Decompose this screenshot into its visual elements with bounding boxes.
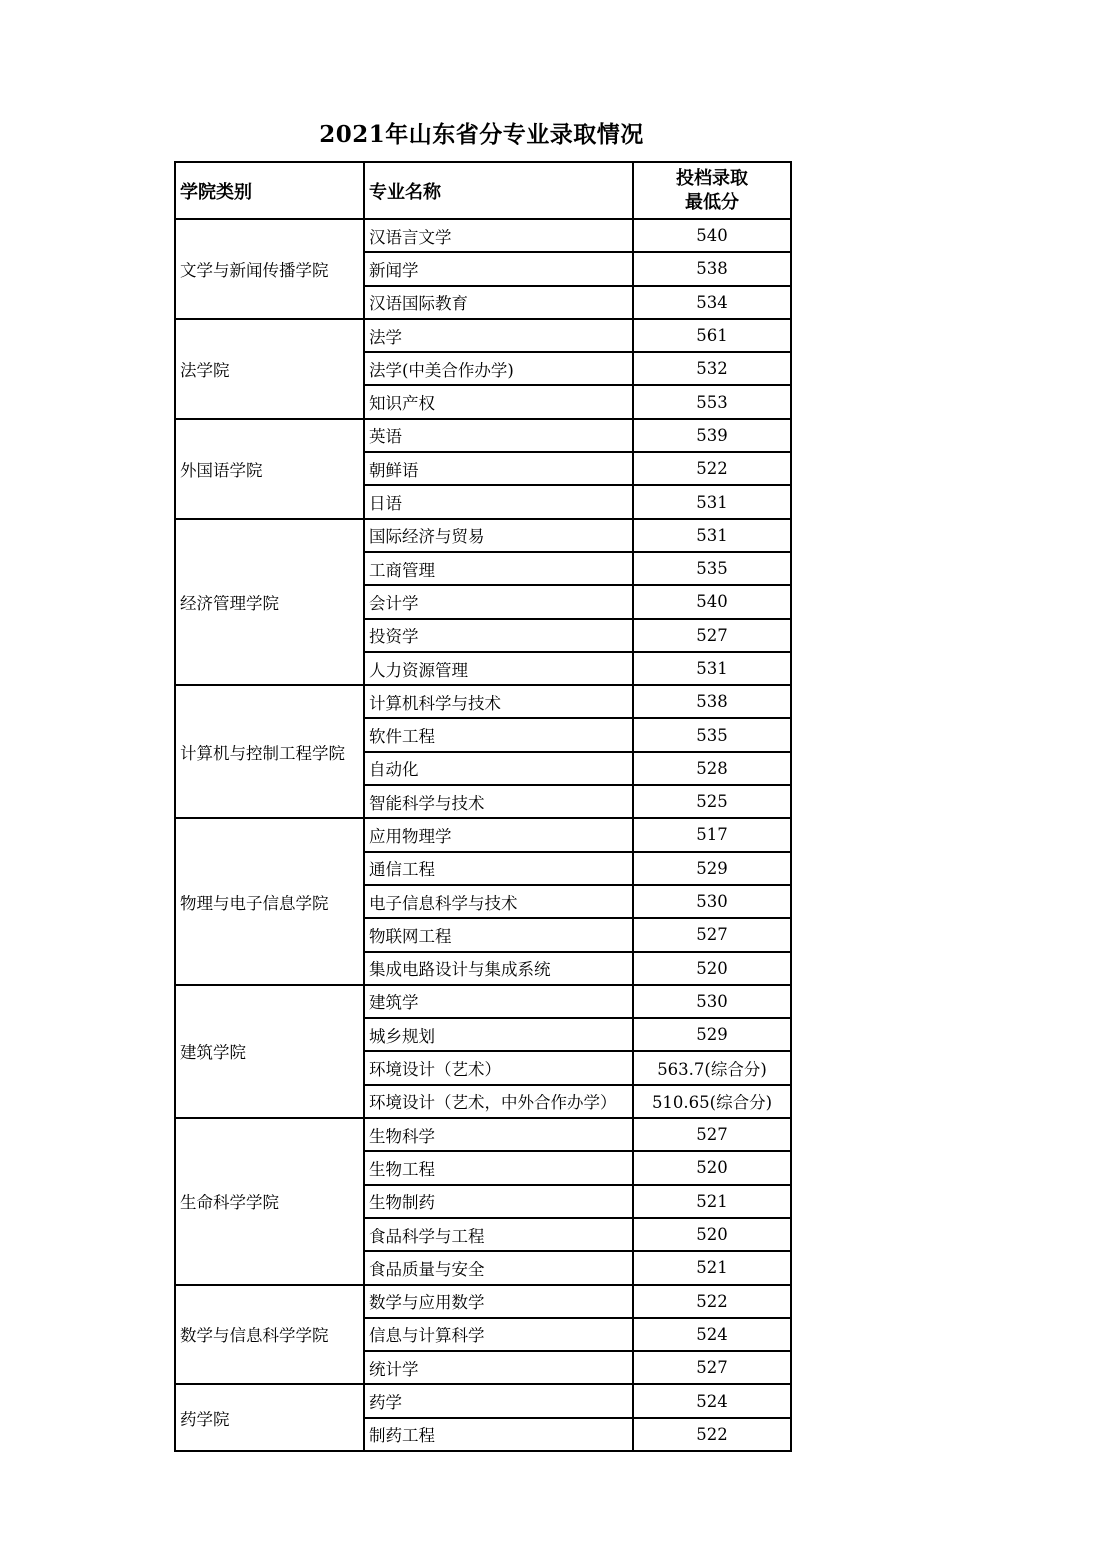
score-cell: 524 (633, 1318, 791, 1351)
score-cell: 527 (633, 619, 791, 652)
college-cell: 文学与新闻传播学院 (175, 219, 364, 319)
college-cell: 物理与电子信息学院 (175, 818, 364, 984)
major-cell: 食品质量与安全 (364, 1251, 633, 1284)
score-cell: 561 (633, 319, 791, 352)
major-cell: 信息与计算科学 (364, 1318, 633, 1351)
score-cell: 553 (633, 385, 791, 418)
table-row (175, 685, 791, 718)
header-college: 学院类别 (175, 162, 364, 219)
college-cell: 建筑学院 (175, 985, 364, 1118)
table-body (175, 219, 791, 1451)
score-cell: 540 (633, 219, 791, 252)
major-cell: 汉语言文学 (364, 219, 633, 252)
score-cell: 529 (633, 852, 791, 885)
major-cell: 人力资源管理 (364, 652, 633, 685)
major-cell: 物联网工程 (364, 918, 633, 951)
score-cell: 535 (633, 552, 791, 585)
score-cell: 522 (633, 452, 791, 485)
major-cell: 环境设计（艺术，中外合作办学） (364, 1085, 633, 1118)
major-cell: 集成电路设计与集成系统 (364, 952, 633, 985)
college-cell: 计算机与控制工程学院 (175, 685, 364, 818)
college-cell: 经济管理学院 (175, 519, 364, 685)
major-cell: 环境设计（艺术） (364, 1051, 633, 1084)
major-cell: 工商管理 (364, 552, 633, 585)
admission-table (174, 161, 792, 1452)
major-cell: 生物制药 (364, 1185, 633, 1218)
major-cell: 日语 (364, 485, 633, 518)
table-row (175, 1384, 791, 1417)
score-cell: 531 (633, 519, 791, 552)
major-cell: 城乡规划 (364, 1018, 633, 1051)
major-cell: 生物工程 (364, 1151, 633, 1184)
score-cell: 520 (633, 1218, 791, 1251)
score-cell: 527 (633, 1351, 791, 1384)
major-cell: 会计学 (364, 585, 633, 618)
major-cell: 食品科学与工程 (364, 1218, 633, 1251)
major-cell: 英语 (364, 419, 633, 452)
major-cell: 自动化 (364, 752, 633, 785)
score-cell: 524 (633, 1384, 791, 1417)
score-cell: 522 (633, 1418, 791, 1451)
score-cell: 527 (633, 918, 791, 951)
major-cell: 数学与应用数学 (364, 1285, 633, 1318)
table-row (175, 419, 791, 452)
score-cell: 530 (633, 885, 791, 918)
score-cell: 538 (633, 252, 791, 285)
major-cell: 通信工程 (364, 852, 633, 885)
score-cell: 510.65(综合分) (633, 1085, 791, 1118)
major-cell: 新闻学 (364, 252, 633, 285)
score-cell: 538 (633, 685, 791, 718)
major-cell: 电子信息科学与技术 (364, 885, 633, 918)
table-row (175, 219, 791, 252)
table-row (175, 818, 791, 851)
table-row (175, 519, 791, 552)
score-cell: 534 (633, 286, 791, 319)
score-cell: 540 (633, 585, 791, 618)
table-row (175, 1285, 791, 1318)
college-cell: 外国语学院 (175, 419, 364, 519)
header-row (175, 162, 791, 219)
major-cell: 应用物理学 (364, 818, 633, 851)
major-cell: 制药工程 (364, 1418, 633, 1451)
college-cell: 药学院 (175, 1384, 364, 1451)
score-cell: 525 (633, 785, 791, 818)
college-cell: 数学与信息科学学院 (175, 1285, 364, 1385)
major-cell: 软件工程 (364, 718, 633, 751)
table-row (175, 985, 791, 1018)
score-cell: 532 (633, 352, 791, 385)
major-cell: 药学 (364, 1384, 633, 1417)
major-cell: 生物科学 (364, 1118, 633, 1151)
score-cell: 531 (633, 485, 791, 518)
score-cell: 521 (633, 1185, 791, 1218)
major-cell: 智能科学与技术 (364, 785, 633, 818)
score-cell: 530 (633, 985, 791, 1018)
college-cell: 生命科学学院 (175, 1118, 364, 1284)
header-score (633, 162, 791, 219)
score-cell: 535 (633, 718, 791, 751)
major-cell: 法学 (364, 319, 633, 352)
page-title: 2021年山东省分专业录取情况 (319, 121, 644, 148)
score-cell: 528 (633, 752, 791, 785)
major-cell: 建筑学 (364, 985, 633, 1018)
header-major: 专业名称 (364, 162, 633, 219)
score-cell: 527 (633, 1118, 791, 1151)
major-cell: 汉语国际教育 (364, 286, 633, 319)
score-cell: 522 (633, 1285, 791, 1318)
score-cell: 517 (633, 818, 791, 851)
header-score-line2: 最低分 (685, 191, 739, 213)
score-cell: 531 (633, 652, 791, 685)
table-row (175, 319, 791, 352)
major-cell: 法学(中美合作办学) (364, 352, 633, 385)
college-cell: 法学院 (175, 319, 364, 419)
score-cell: 521 (633, 1251, 791, 1284)
score-cell: 520 (633, 952, 791, 985)
major-cell: 计算机科学与技术 (364, 685, 633, 718)
table-row (175, 1118, 791, 1151)
major-cell: 知识产权 (364, 385, 633, 418)
score-cell: 529 (633, 1018, 791, 1051)
score-cell: 563.7(综合分) (633, 1051, 791, 1084)
major-cell: 朝鲜语 (364, 452, 633, 485)
major-cell: 投资学 (364, 619, 633, 652)
score-cell: 539 (633, 419, 791, 452)
major-cell: 国际经济与贸易 (364, 519, 633, 552)
header-score-line1: 投档录取 (676, 167, 748, 189)
major-cell: 统计学 (364, 1351, 633, 1384)
score-cell: 520 (633, 1151, 791, 1184)
